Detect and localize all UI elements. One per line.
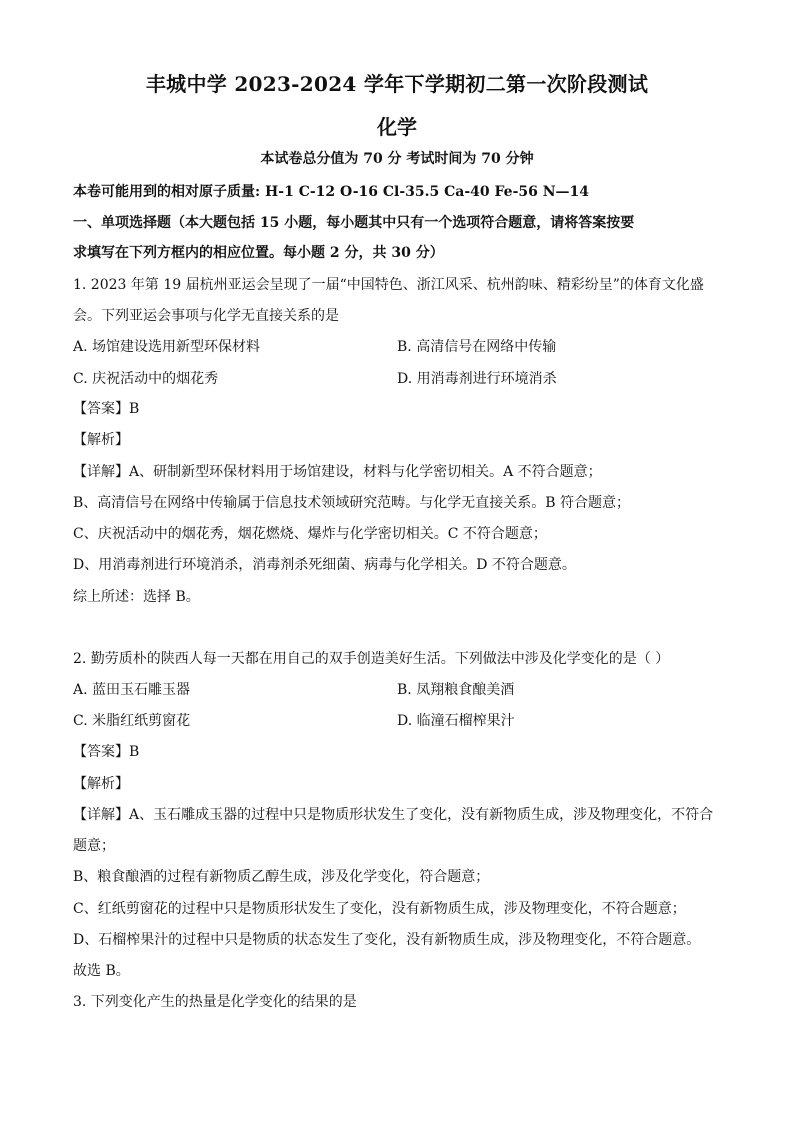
q2-option-c: C. 米脂红纸剪窗花 xyxy=(73,713,191,729)
q1-analysis-label: 【解析】 xyxy=(73,432,129,448)
q1-stem-line-2: 会。下列亚运会事项与化学无直接关系的是 xyxy=(73,308,339,324)
q1-option-c: C. 庆祝活动中的烟花秀 xyxy=(73,371,219,387)
q1-detail-b: B、高清信号在网络中传输属于信息技术领域研究范畴。与化学无直接关系。B 符合题意； xyxy=(73,495,631,511)
section-heading-line-1: 一、单项选择题（本大题包括 15 小题，每小题其中只有一个选项符合题意，请将答案按要 xyxy=(73,215,635,231)
q1-summary: 综上所述：选择 B。 xyxy=(73,589,200,605)
q1-option-b: B. 高清信号在网络中传输 xyxy=(397,339,557,355)
q2-detail-a-line-1: 【详解】A、玉石雕成玉器的过程中只是物质形状发生了变化，没有新物质生成，涉及物理变化，不符合 xyxy=(73,807,714,823)
q2-option-a: A. 蓝田玉石雕玉器 xyxy=(73,682,191,698)
exam-title: 丰城中学 2023-2024 学年下学期初二第一次阶段测试 xyxy=(145,72,649,96)
q2-analysis-label: 【解析】 xyxy=(73,776,129,792)
section-heading-line-2: 求填写在下列方框内的相应位置。每小题 2 分，共 30 分） xyxy=(73,245,444,261)
q2-summary: 故选 B。 xyxy=(73,963,130,979)
q2-answer: 【答案】B xyxy=(73,744,140,760)
q1-option-a: A. 场馆建设选用新型环保材料 xyxy=(73,339,261,355)
q1-option-d: D. 用消毒剂进行环境消杀 xyxy=(397,371,557,387)
q3-stem: 3. 下列变化产生的热量是化学变化的结果的是 xyxy=(73,994,357,1010)
subject-title: 化学 xyxy=(377,115,417,139)
q2-stem: 2. 勤劳质朴的陕西人每一天都在用自己的双手创造美好生活。下列做法中涉及化学变化的是（ ） xyxy=(73,651,670,667)
q2-detail-d: D、石榴榨果汁的过程中只是物质的状态发生了变化，没有新物质生成，涉及物理变化，不符合题意。 xyxy=(73,932,701,948)
q2-option-b: B. 凤翔粮食酿美酒 xyxy=(397,682,515,698)
atomic-masses: 本卷可能用到的相对原子质量: H-1 C-12 O-16 Cl-35.5 Ca-40 Fe-56 N—14 xyxy=(73,184,590,200)
exam-info: 本试卷总分值为 70 分 考试时间为 70 分钟 xyxy=(260,151,534,167)
q1-detail-c: C、庆祝活动中的烟花秀，烟花燃烧、爆炸与化学密切相关。C 不符合题意； xyxy=(73,526,547,542)
q1-answer: 【答案】B xyxy=(73,401,140,417)
q1-detail-a: 【详解】A、研制新型环保材料用于场馆建设，材料与化学密切相关。A 不符合题意； xyxy=(73,464,602,480)
q2-detail-c: C、红纸剪窗花的过程中只是物质形状发生了变化，没有新物质生成，涉及物理变化，不符合题意； xyxy=(73,901,686,917)
q2-option-d: D. 临潼石榴榨果汁 xyxy=(397,713,515,729)
q1-stem-line-1: 1. 2023 年第 19 届杭州亚运会呈现了一届“中国特色、浙江风采、杭州韵味、精彩纷呈”的体育文化盛 xyxy=(73,277,704,293)
q1-detail-d: D、用消毒剂进行环境消杀，消毒剂杀死细菌、病毒与化学相关。D 不符合题意。 xyxy=(73,557,576,573)
q2-detail-b: B、粮食酿酒的过程有新物质乙醇生成，涉及化学变化，符合题意； xyxy=(73,869,490,885)
q2-detail-a-line-2: 题意； xyxy=(73,838,115,854)
